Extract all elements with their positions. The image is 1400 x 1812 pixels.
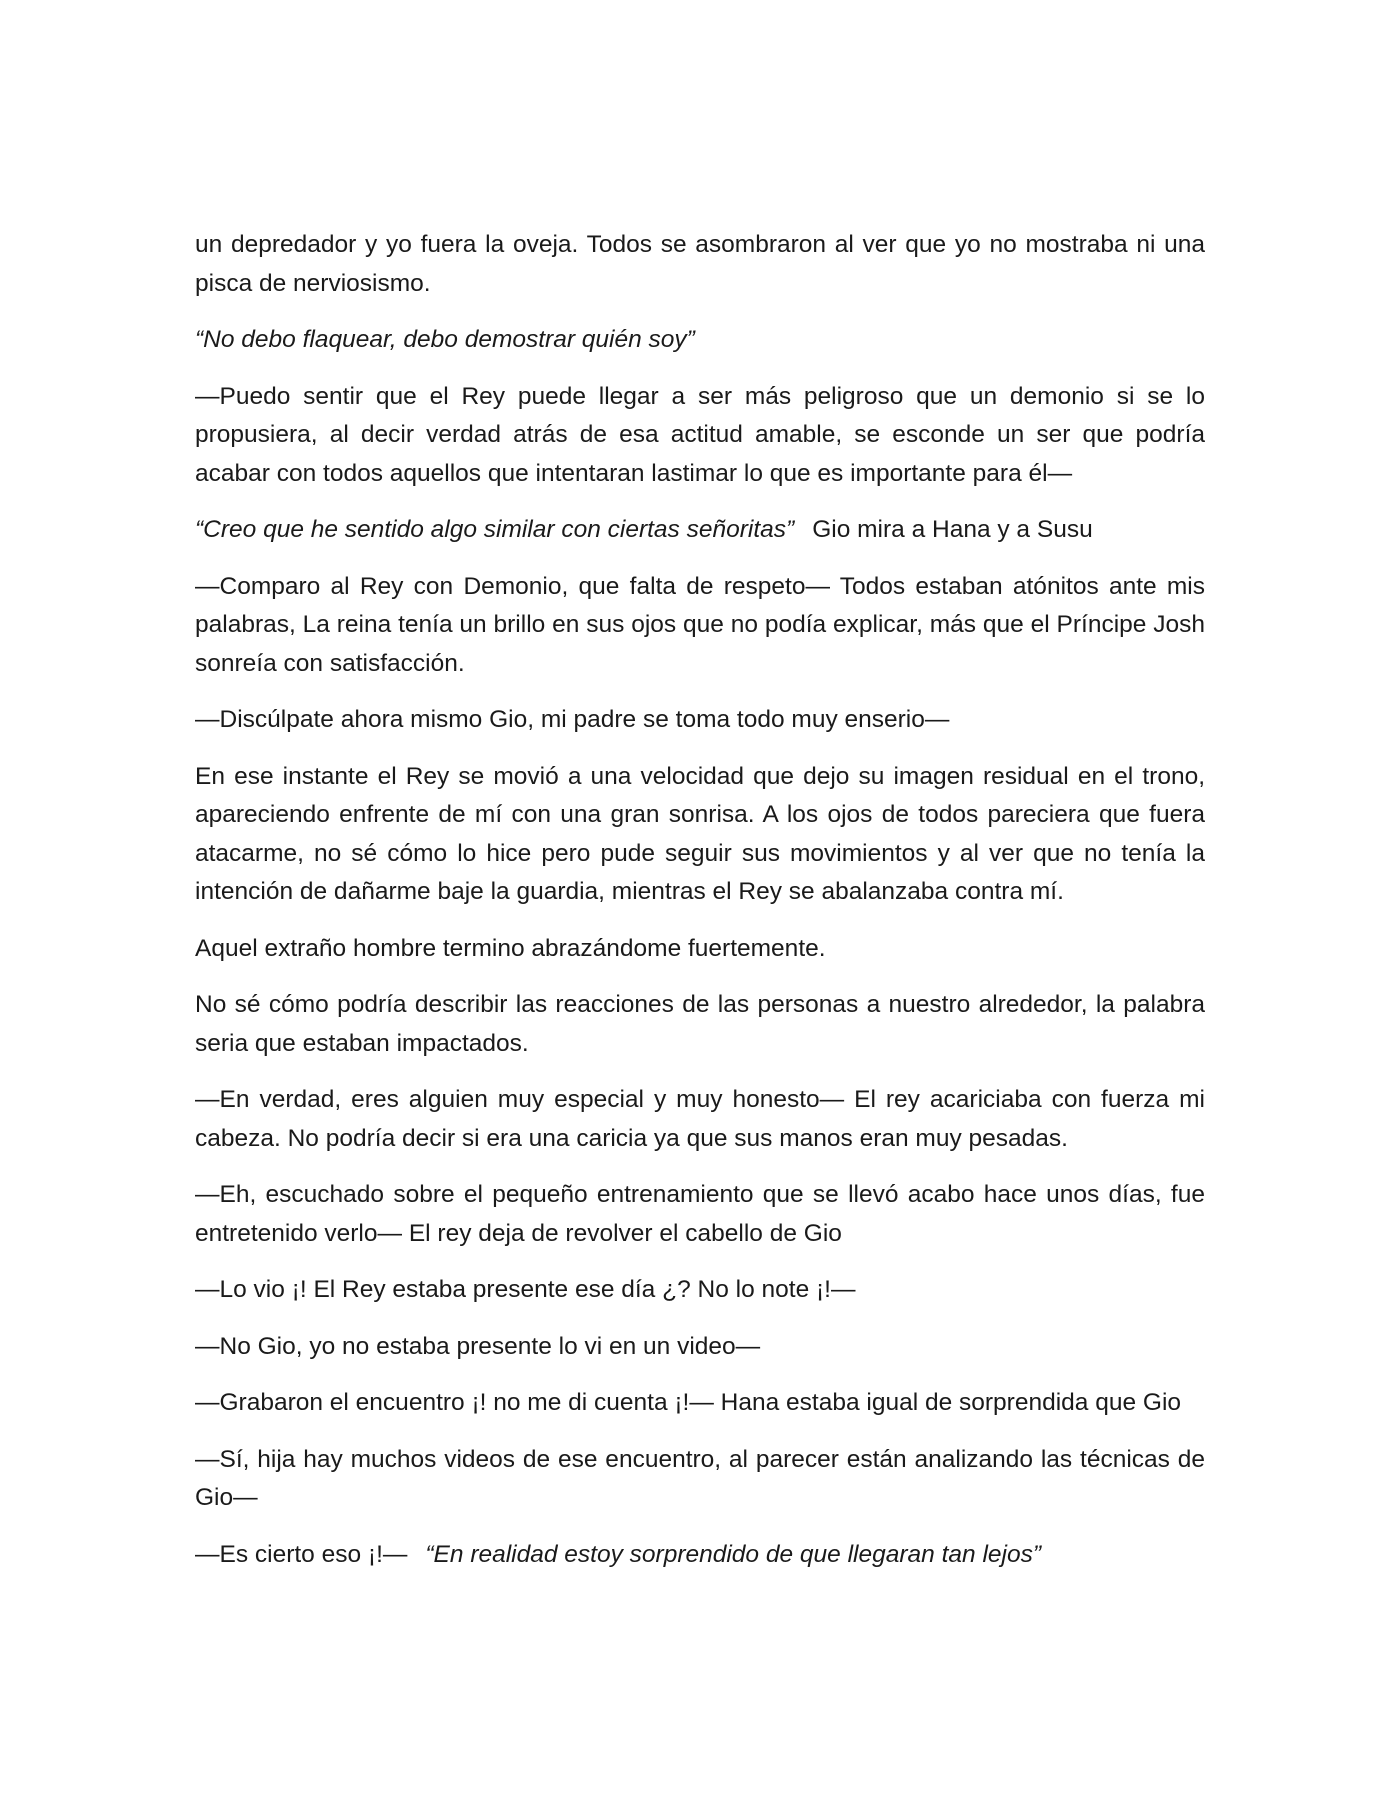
paragraph: —Lo vio ¡! El Rey estaba presente ese día ¿? No lo note ¡!— (195, 1276, 856, 1303)
paragraph: —Discúlpate ahora mismo Gio, mi padre se toma todo muy enserio— (195, 706, 950, 733)
paragraph: un depredador y yo fuera la oveja. Todos se asombraron al ver que yo no mostraba ni una pisca de nerviosismo. (195, 231, 1205, 297)
paragraph: En ese instante el Rey se movió a una velocidad que dejo su imagen residual en el trono, apareciendo enfrente de mí con una gran sonrisa. A los ojos de todos pareciera que fuera atacarme, no sé cómo lo hice pero pude seguir sus movimientos y al ver que no tenía la intención de dañarme baje la guardia, mientras el Rey se abalanzaba contra mí. (195, 762, 1205, 905)
paragraph: —No Gio, yo no estaba presente lo vi en un video— (195, 1332, 761, 1360)
paragraph: —Puedo sentir que el Rey puede llegar a ser más peligroso que un demonio si se lo propusiera, al decir verdad atrás de esa actitud amable, se esconde un ser que podría acabar con todos aquellos que intentaran lastimar lo que es importante para él— (195, 382, 1205, 487)
paragraph: —En verdad, eres alguien muy especial y muy honesto— El rey acariciaba con fuerza mi cabeza. No podría decir si era una caricia ya que sus manos eran muy pesadas. (195, 1086, 1205, 1152)
paragraph: No sé cómo podría describir las reacciones de las personas a nuestro alrededor, la palabra seria que estaban impactados. (195, 991, 1205, 1057)
paragraph (195, 511, 1205, 550)
italic-thought: “En realidad estoy sorprendido de que llegaran tan lejos” (425, 1540, 1042, 1568)
paragraph: —Grabaron el encuentro ¡! no me di cuenta ¡!— Hana estaba igual de sorprendida que Gio (195, 1389, 1182, 1416)
italic-thought: “No debo flaquear, debo demostrar quién soy” (195, 326, 695, 353)
paragraph: —Sí, hija hay muchos videos de ese encuentro, al parecer están analizando las técnicas de Gio— (195, 1445, 1205, 1511)
paragraph: —Eh, escuchado sobre el pequeño entrenamiento que se llevó acabo hace unos días, fue entretenido verlo— El rey deja de revolver el cabello de Gio (195, 1181, 1205, 1247)
paragraph: —Comparo al Rey con Demonio, que falta de respeto— Todos estaban atónitos ante mis palabras, La reina tenía un brillo en sus ojos que no podía explicar, más que el Príncipe Josh sonreía con satisfacción. (195, 572, 1205, 677)
narration: Gio mira a Hana y a Susu (812, 516, 1093, 543)
dialogue: —Es cierto eso ¡!— (195, 1540, 408, 1568)
italic-thought: “Creo que he sentido algo similar con ciertas señoritas” (195, 516, 795, 543)
paragraph (195, 1536, 1205, 1575)
document-page (195, 226, 1205, 1592)
paragraph: Aquel extraño hombre termino abrazándome fuertemente. (195, 934, 826, 962)
